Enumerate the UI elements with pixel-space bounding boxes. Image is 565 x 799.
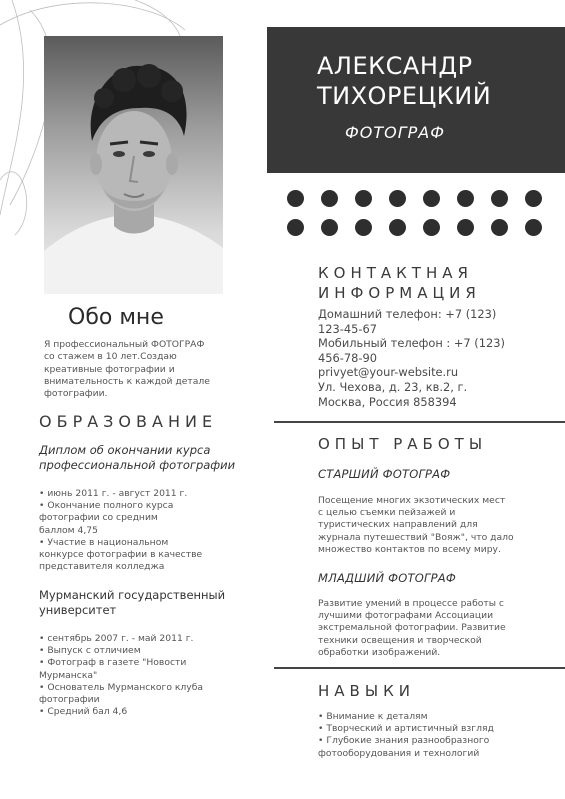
dot-icon	[525, 190, 542, 207]
job-line: Посещение многих экзотических мест	[318, 495, 506, 506]
job-title: МЛАДШИЙ ФОТОГРАФ	[318, 571, 456, 585]
list-item: фотооборудования и технологий	[318, 747, 480, 759]
mobile-phone-number: 456-78-90	[318, 350, 377, 365]
skills-heading: НАВЫКИ	[318, 682, 415, 700]
job-line: экстремальной фотографии. Развитие	[318, 622, 506, 634]
job-line: Развитие умений в процессе работы с	[318, 598, 504, 609]
postal-address: Ул. Чехова, д. 23, кв.2, г.	[318, 379, 468, 394]
education-title-line: Диплом об окончании курса	[39, 443, 211, 457]
list-item: • Выпуск с отличием	[39, 645, 141, 657]
job-description	[318, 495, 533, 556]
home-phone-label: Домашний телефон: +7 (123)	[318, 307, 497, 321]
email-address: privyet@your-website.ru	[318, 365, 459, 380]
dot-icon	[355, 190, 372, 207]
job-line: обработки изображений.	[318, 646, 441, 658]
dot-icon	[457, 219, 474, 236]
education-title-line: университет	[39, 603, 117, 617]
dot-icon	[491, 219, 508, 236]
name-first: АЛЕКСАНДР	[317, 52, 473, 80]
dot-icon	[355, 219, 372, 236]
dot-icon	[287, 190, 304, 207]
divider	[274, 421, 565, 423]
contact-heading-line: КОНТАКТНАЯ	[318, 264, 473, 282]
list-item: • сентябрь 2007 г. - май 2011 г.	[39, 633, 194, 644]
job-line: журнала путешествий "Вояж", что дало	[318, 531, 514, 543]
list-item: • июнь 2011 г. - август 2011 г.	[39, 488, 188, 499]
profile-photo	[44, 36, 223, 294]
name-last: ТИХОРЕЦКИЙ	[317, 82, 492, 110]
dot-icon	[491, 190, 508, 207]
education-heading: ОБРАЗОВАНИЕ	[39, 412, 218, 431]
divider	[274, 667, 565, 669]
education-entry-list	[39, 488, 254, 573]
list-item: фотографии	[39, 694, 100, 706]
about-title: Обо мне	[68, 305, 164, 330]
portrait-icon	[44, 36, 223, 294]
contact-heading-line: ИНФОРМАЦИЯ	[318, 284, 481, 302]
dot-icon	[287, 219, 304, 236]
about-line: Я профессиональный ФОТОГРАФ	[44, 339, 205, 350]
list-item: представителя колледжа	[39, 561, 165, 573]
list-item: фотографии со средним	[39, 512, 158, 524]
education-title-line: профессиональной фотографии	[39, 458, 236, 472]
list-item: Мурманска"	[39, 669, 98, 681]
education-entry-list	[39, 633, 254, 718]
list-item: • Внимание к деталям	[318, 711, 428, 722]
header-block	[267, 27, 565, 173]
list-item: • Фотограф в газете "Новости	[39, 657, 187, 669]
about-text	[44, 339, 259, 400]
person-name	[317, 51, 557, 111]
experience-heading: ОПЫТ РАБОТЫ	[318, 435, 488, 453]
mobile-phone-label: Мобильный телефон : +7 (123)	[318, 336, 505, 351]
home-phone-number: 123-45-67	[318, 321, 377, 336]
education-title-line: Мурманский государственный	[39, 588, 226, 602]
job-description	[318, 598, 533, 659]
decorative-dots	[287, 190, 547, 236]
dot-icon	[389, 219, 406, 236]
job-title: СТАРШИЙ ФОТОГРАФ	[318, 467, 451, 481]
list-item: конкурсе фотографии в качестве	[39, 549, 203, 561]
list-item: • Творческий и артистичный взгляд	[318, 723, 494, 735]
list-item: • Участие в национальном	[39, 536, 169, 548]
about-line: внимательность к каждой детале	[44, 375, 210, 387]
dot-icon	[457, 190, 474, 207]
list-item: • Основатель Мурманского клуба	[39, 681, 204, 693]
dot-icon	[389, 190, 406, 207]
list-item: • Средний бал 4,6	[39, 706, 128, 718]
about-line: со стажем в 10 лет.Создаю	[44, 351, 177, 363]
dot-icon	[321, 219, 338, 236]
job-line: туристических направлений для	[318, 519, 478, 531]
education-entry-title	[39, 443, 264, 473]
dot-icon	[423, 219, 440, 236]
contact-info	[318, 307, 558, 409]
list-item: • Окончание полного курса	[39, 500, 174, 512]
contact-heading	[318, 263, 481, 303]
list-item: • Глубокие знания разнообразного	[318, 735, 490, 747]
about-line: фотографии.	[44, 388, 108, 400]
education-entry-title	[39, 588, 264, 618]
dot-icon	[321, 190, 338, 207]
skills-list	[318, 711, 548, 760]
job-line: множество контактов по всему миру.	[318, 543, 501, 555]
job-line: техники освещения и творческой	[318, 634, 482, 646]
job-line: лучшими фотографами Ассоциации	[318, 610, 494, 622]
postal-address-city: Москва, Россия 858394	[318, 394, 457, 409]
profession-title: ФОТОГРАФ	[345, 123, 446, 142]
list-item: баллом 4,75	[39, 524, 98, 536]
job-line: с целью съемки пейзажей и	[318, 507, 456, 519]
dot-icon	[423, 190, 440, 207]
dot-icon	[525, 219, 542, 236]
about-line: креативные фотографии и	[44, 363, 175, 375]
